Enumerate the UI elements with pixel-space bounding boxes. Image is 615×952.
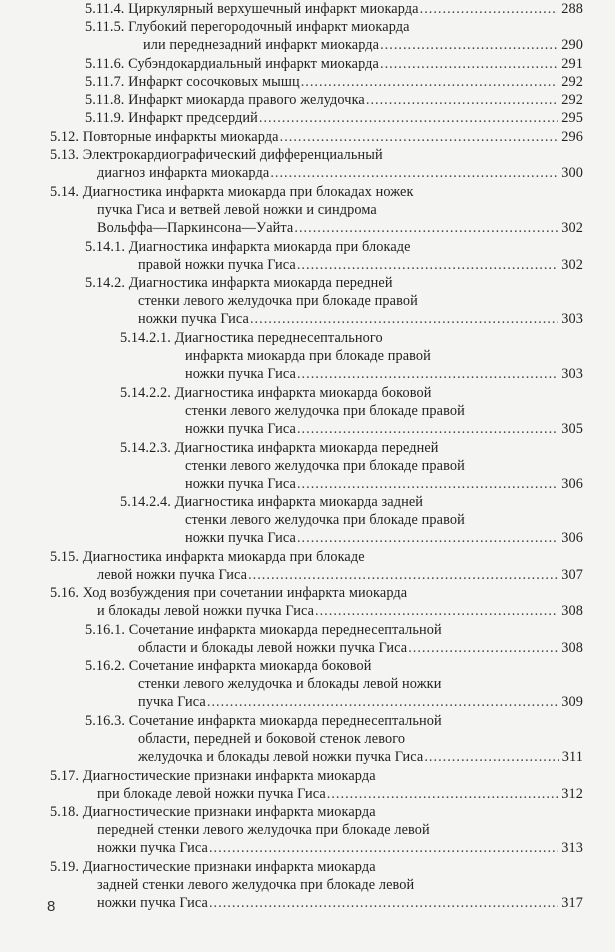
toc-entry[interactable] xyxy=(85,0,583,18)
toc-entry-text: диагноз инфаркта миокарда xyxy=(97,165,270,181)
toc-entry-text: 5.11.8. Инфаркт миокарда правого желудочка xyxy=(85,92,365,108)
toc-entry[interactable] xyxy=(50,128,583,146)
dot-leader xyxy=(380,36,558,54)
toc-entry-text: желудочка и блокады левой ножки пучка Гиса xyxy=(138,749,424,765)
dot-leader xyxy=(424,748,558,766)
toc-entry-text: левой ножки пучка Гиса xyxy=(97,567,248,583)
dot-leader xyxy=(380,55,558,73)
dot-leader xyxy=(297,475,558,493)
toc-page-number: 292 xyxy=(561,74,583,90)
dot-leader xyxy=(209,839,558,857)
dot-leader xyxy=(297,256,558,274)
dot-leader xyxy=(207,693,558,711)
toc-entry[interactable] xyxy=(85,18,583,54)
toc-entry-text: 5.11.6. Субэндокардиальный инфаркт миокарда xyxy=(85,56,379,72)
toc-entry-text: стенки левого желудочка при блокаде правой xyxy=(138,293,418,309)
toc-entry-text: пучка Гиса xyxy=(138,694,206,710)
toc-entry[interactable] xyxy=(85,274,583,328)
toc-entry-text: задней стенки левого желудочка при блокаде левой xyxy=(97,877,415,893)
toc-entry[interactable] xyxy=(120,329,583,383)
dot-leader xyxy=(297,420,558,438)
toc-entry[interactable] xyxy=(50,858,583,912)
dot-leader xyxy=(248,566,558,584)
toc-entry[interactable] xyxy=(50,548,583,584)
dot-leader xyxy=(259,109,558,127)
toc-entry[interactable] xyxy=(120,439,583,493)
toc-entry-text: области и блокады левой ножки пучка Гиса xyxy=(138,640,408,656)
toc-entry-text: пучка Гиса и ветвей левой ножки и синдрома xyxy=(97,202,377,218)
toc-entry-text: 5.14.2.2. Диагностика инфаркта миокарда боковой xyxy=(120,385,432,401)
dot-leader xyxy=(301,73,559,91)
toc-entry[interactable] xyxy=(50,767,583,803)
toc-page-number: 291 xyxy=(561,56,583,72)
toc-entry-text: 5.11.4. Циркулярный верхушечный инфаркт миокарда xyxy=(85,1,419,17)
toc-entry-text: ножки пучка Гиса xyxy=(138,311,249,327)
toc-entry-text: 5.14.2.1. Диагностика переднесептального xyxy=(120,330,383,346)
toc-entry-text: или переднезадний инфаркт миокарда xyxy=(143,37,380,53)
toc-page-number: 312 xyxy=(561,786,583,802)
toc-entry-text: и блокады левой ножки пучка Гиса xyxy=(97,603,315,619)
toc-entry-text: Вольффа—Паркинсона—Уайта xyxy=(97,220,294,236)
toc-entry-text: ножки пучка Гиса xyxy=(185,421,296,437)
toc-entry-text: 5.13. Электрокардиографический дифференциальный xyxy=(50,147,383,163)
toc-entry-text: 5.11.9. Инфаркт предсердий xyxy=(85,110,258,126)
toc-page-number: 302 xyxy=(561,220,583,236)
toc-entry[interactable] xyxy=(85,55,583,73)
toc-entry[interactable] xyxy=(85,91,583,109)
toc-entry-text: 5.18. Диагностические признаки инфаркта миокарда xyxy=(50,804,376,820)
toc-entry[interactable] xyxy=(85,657,583,711)
toc-entry[interactable] xyxy=(120,493,583,547)
toc-entry-text: 5.16.1. Сочетание инфаркта миокарда переднесептальной xyxy=(85,622,442,638)
toc-entry-text: стенки левого желудочка при блокаде правой xyxy=(185,458,465,474)
dot-leader xyxy=(327,785,558,803)
toc-entry-text: правой ножки пучка Гиса xyxy=(138,257,296,273)
toc-page-number: 290 xyxy=(561,37,583,53)
toc-entry[interactable] xyxy=(50,803,583,857)
toc-page-number: 303 xyxy=(561,311,583,327)
toc-entry-text: ножки пучка Гиса xyxy=(97,895,208,911)
toc-page-number: 296 xyxy=(561,129,583,145)
toc-entry-text: 5.14.2. Диагностика инфаркта миокарда передней xyxy=(85,275,393,291)
dot-leader xyxy=(297,529,558,547)
toc-entry-text: 5.16.3. Сочетание инфаркта миокарда переднесептальной xyxy=(85,713,442,729)
toc-entry[interactable] xyxy=(85,238,583,274)
toc-entry-text: ножки пучка Гиса xyxy=(185,530,296,546)
toc-entry-text: 5.14. Диагностика инфаркта миокарда при блокадах ножек xyxy=(50,184,414,200)
toc-page-number: 317 xyxy=(561,895,583,911)
toc-entry-text: ножки пучка Гиса xyxy=(97,840,208,856)
toc-page-number: 303 xyxy=(561,366,583,382)
toc-entry-text: ножки пучка Гиса xyxy=(185,366,296,382)
toc-page-number: 311 xyxy=(561,749,583,765)
toc-entry-text: стенки левого желудочка и блокады левой ножки xyxy=(138,676,442,692)
dot-leader xyxy=(250,310,558,328)
toc-entry-text: передней стенки левого желудочка при блокаде левой xyxy=(97,822,430,838)
dot-leader xyxy=(270,164,558,182)
toc-entry-text: 5.14.2.4. Диагностика инфаркта миокарда задней xyxy=(120,494,424,510)
toc-page-number: 300 xyxy=(561,165,583,181)
toc-page-number: 306 xyxy=(561,530,583,546)
dot-leader xyxy=(294,219,558,237)
toc-entry-text: 5.19. Диагностические признаки инфаркта миокарда xyxy=(50,859,376,875)
toc-page-number: 305 xyxy=(561,421,583,437)
page-number: 8 xyxy=(47,898,56,915)
toc-entry-text: ножки пучка Гиса xyxy=(185,476,296,492)
toc-page-number: 288 xyxy=(561,1,583,17)
toc-entry-text: 5.14.1. Диагностика инфаркта миокарда при блокаде xyxy=(85,239,411,255)
toc-page-number: 292 xyxy=(561,92,583,108)
dot-leader xyxy=(297,365,558,383)
toc-entry-text: 5.11.5. Глубокий перегородочный инфаркт миокарда xyxy=(85,19,410,35)
toc-page-number: 309 xyxy=(561,694,583,710)
toc-page-number: 308 xyxy=(561,603,583,619)
dot-leader xyxy=(408,639,558,657)
dot-leader xyxy=(315,602,558,620)
toc-entry[interactable] xyxy=(85,109,583,127)
toc-entry[interactable] xyxy=(50,183,583,237)
toc-entry-text: области, передней и боковой стенок левого xyxy=(138,731,406,747)
toc-entry-text: 5.16. Ход возбуждения при сочетании инфаркта миокарда xyxy=(50,585,408,601)
toc-entry-text: 5.15. Диагностика инфаркта миокарда при блокаде xyxy=(50,549,365,565)
dot-leader xyxy=(280,128,559,146)
toc-page-number: 308 xyxy=(561,640,583,656)
toc-entry-text: при блокаде левой ножки пучка Гиса xyxy=(97,786,326,802)
toc-entry-text: 5.12. Повторные инфаркты миокарда xyxy=(50,129,279,145)
toc-entry-text: 5.14.2.3. Диагностика инфаркта миокарда передней xyxy=(120,440,439,456)
toc-entry-text: инфаркта миокарда при блокаде правой xyxy=(185,348,431,364)
toc-page-number: 306 xyxy=(561,476,583,492)
toc-entry[interactable] xyxy=(50,146,583,182)
toc-page-number: 302 xyxy=(561,257,583,273)
dot-leader xyxy=(420,0,559,18)
toc-entry-text: стенки левого желудочка при блокаде правой xyxy=(185,403,465,419)
toc-page-number: 295 xyxy=(561,110,583,126)
toc-entry-text: 5.11.7. Инфаркт сосочковых мышц xyxy=(85,74,300,90)
toc-entry[interactable] xyxy=(85,712,583,766)
dot-leader xyxy=(209,894,558,912)
toc-entry[interactable] xyxy=(85,73,583,91)
toc-page-number: 307 xyxy=(561,567,583,583)
toc-entry[interactable] xyxy=(120,384,583,438)
toc-entry-text: 5.17. Диагностические признаки инфаркта миокарда xyxy=(50,768,376,784)
dot-leader xyxy=(366,91,558,109)
toc-page-number: 313 xyxy=(561,840,583,856)
toc-entry[interactable] xyxy=(50,584,583,620)
toc-entry-text: 5.16.2. Сочетание инфаркта миокарда боковой xyxy=(85,658,372,674)
toc-entry[interactable] xyxy=(85,621,583,657)
toc-entry-text: стенки левого желудочка при блокаде правой xyxy=(185,512,465,528)
